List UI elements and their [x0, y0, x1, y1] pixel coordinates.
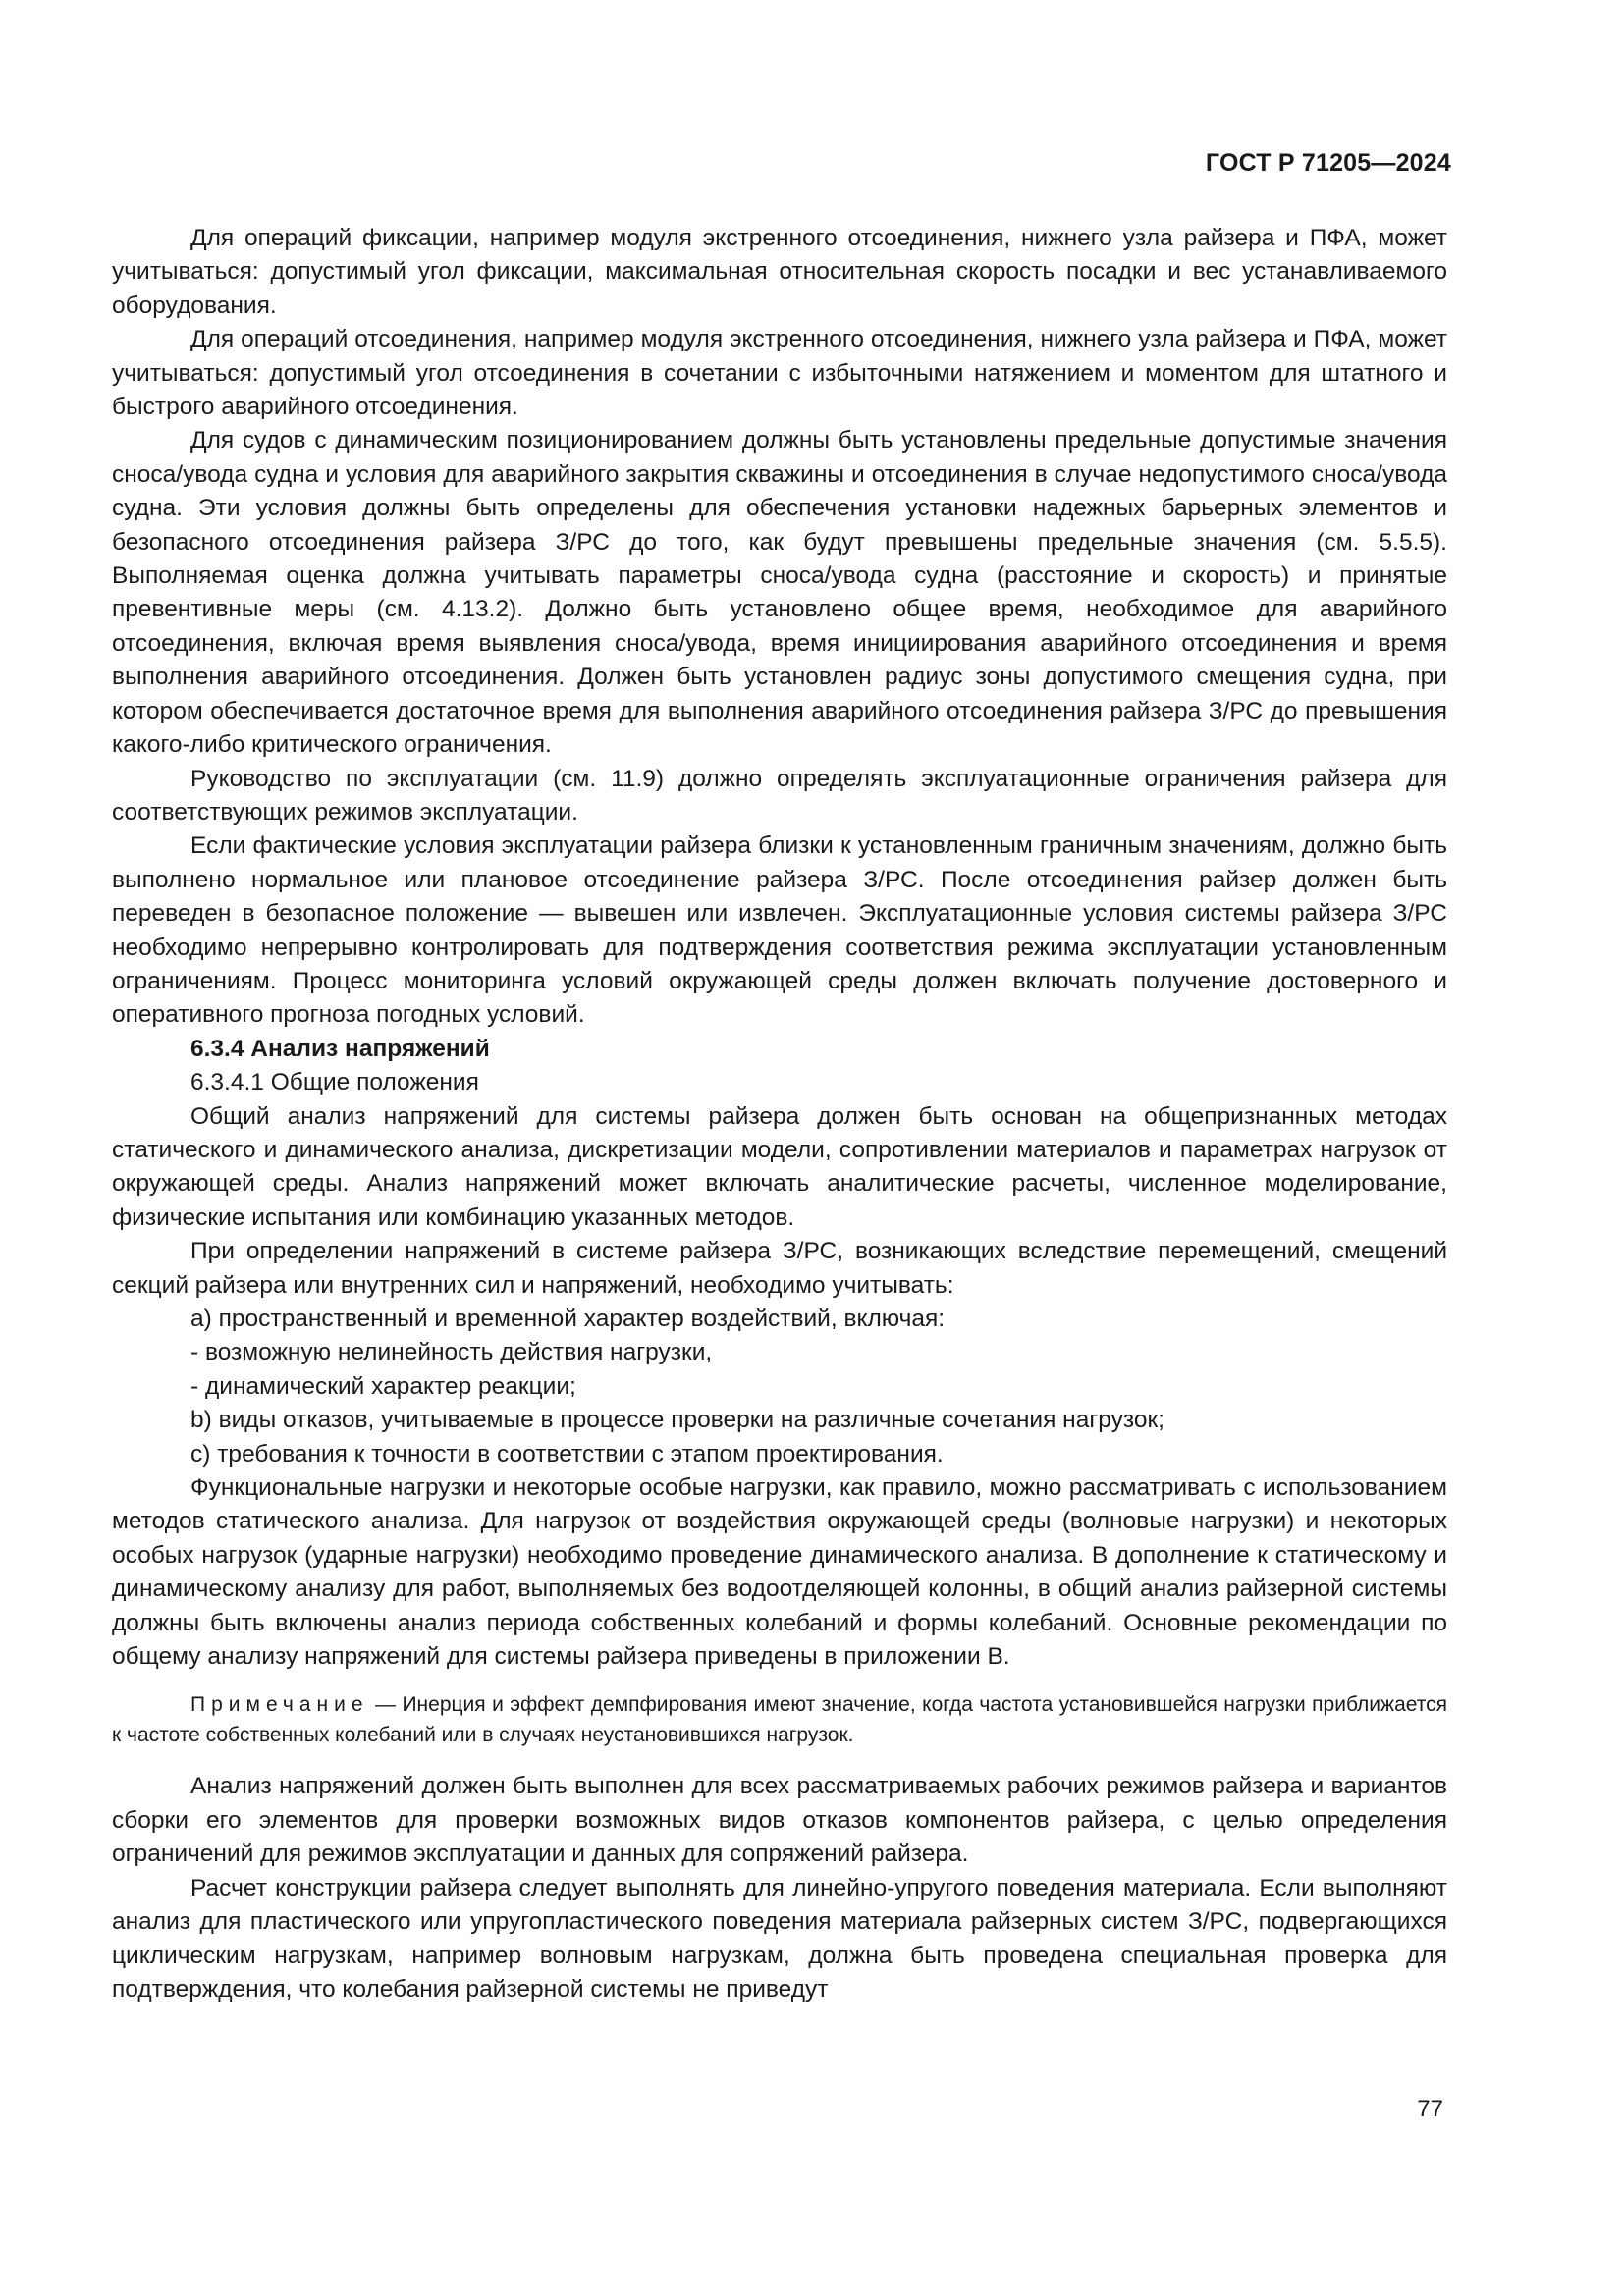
paragraph: Для операций отсоединения, например модуля экстренного отсоединения, нижнего узла райзера и ПФА, может учитываться: допустимый угол отсоединения в сочетании с избыточными натяжением и моментом для штатного и быстрого аварийного отсоединения.	[112, 326, 1447, 421]
section-heading: 6.3.4 Анализ напряжений	[190, 1035, 490, 1062]
paragraph: Общий анализ напряжений для системы райзера должен быть основан на общепризнанных методах статического и динамического анализа, дискретизации модели, сопротивлении материалов и параметрах нагрузок от окружающей среды. Анализ напряжений может включать аналитические расчеты, численное моделирование, физические испытания или комбинацию указанных методов.	[112, 1102, 1447, 1231]
paragraph: Расчет конструкции райзера следует выполнять для линейно-упругого поведения материала. Если выполняют анализ для пластического или упругопластического поведения материала райзерных систем З/РС, подвергающихся циклическим нагрузкам, например волновым нагрузкам, должна быть проведена специальная проверка для подтверждения, что колебания райзерной системы не приведут	[112, 1874, 1447, 2002]
note-label: Примечание	[190, 1693, 369, 1717]
note	[112, 1689, 1447, 1750]
list-item: - динамический характер реакции;	[190, 1372, 576, 1400]
page-number: 77	[1417, 2096, 1443, 2122]
paragraph: Для операций фиксации, например модуля экстренного отсоединения, нижнего узла райзера и ПФА, может учитываться: допустимый угол фиксации, максимальная относительная скорость посадки и вес устанавливаемого оборудования.	[112, 225, 1447, 319]
paragraph: Для судов с динамическим позиционированием должны быть установлены предельные допустимые значения сноса/увода судна и условия для аварийного закрытия скважины и отсоединения в случае недопустимого сноса/увода судна. Эти условия должны быть определены для обеспечения установки надежных барьерных элементов и безопасного отсоединения райзера З/РС до того, как будут превышены предельные значения (см. 5.5.5). Выполняемая оценка должна учитывать параметры сноса/увода судна (расстояние и скорость) и принятые превентивные меры (см. 4.13.2). Должно быть установлено общее время, необходимое для аварийного отсоединения, включая время выявления сноса/​увода, время инициирования аварийного отсоединения и время выполнения аварийного отсоединения. Должен быть установлен радиус зоны допустимого смещения судна, при котором обеспечивается достаточное время для выполнения аварийного отсоединения райзера З/РС до превышения какого-либо критического ограничения.	[112, 427, 1447, 759]
paragraph: Анализ напряжений должен быть выполнен для всех рассматриваемых рабочих режимов райзера и вариантов сборки его элементов для проверки возможных видов отказов компонентов райзера, с целью определения ограничений для режимов эксплуатации и данных для сопряжений райзера.	[112, 1773, 1447, 1868]
paragraph: Если фактические условия эксплуатации райзера близки к установленным граничным значениям, должно быть выполнено нормальное или плановое отсоединение райзера З/РС. После отсоединения райзер должен быть переведен в безопасное положение — вывешен или извлечен. Эксплуатационные условия системы райзера З/РС необходимо непрерывно контролировать для подтверждения соответствия режима эксплуатации установленным ограничениям. Процесс мониторинга условий окружающей среды должен включать получение достоверного и оперативного прогноза погодных условий.	[112, 832, 1447, 1029]
subsection-heading: 6.3.4.1 Общие положения	[190, 1069, 479, 1096]
list-item: - возможную нелинейность действия нагрузки,	[190, 1339, 713, 1366]
list-item: a) пространственный и временной характер воздействий, включая:	[190, 1306, 946, 1332]
list-item: b) виды отказов, учитываемые в процессе проверки на различные сочетания нагрузок;	[190, 1407, 1164, 1434]
list-item: c) требования к точности в соответствии с этапом проектирования.	[190, 1440, 944, 1468]
document-body	[112, 222, 1447, 2006]
paragraph: Руководство по эксплуатации (см. 11.9) должно определять эксплуатационные ограничения райзера для соответствующих режимов эксплуатации.	[112, 765, 1447, 826]
document-code-header: ГОСТ Р 71205—2024	[1205, 149, 1451, 177]
note-text: — Инерция и эффект демпфирования имеют значение, когда частота установившейся нагрузки приближается к частоте собственных колебаний или в случаях неустановившихся нагрузок.	[112, 1693, 1447, 1747]
paragraph: При определении напряжений в системе райзера З/РС, возникающих вследствие перемещений, смещений секций райзера или внутренних сил и напряжений, необходимо учитывать:	[112, 1238, 1447, 1299]
paragraph: Функциональные нагрузки и некоторые особые нагрузки, как правило, можно рассматривать с использованием методов статического анализа. Для нагрузок от воздействия окружающей среды (волновые нагрузки) и некоторых особых нагрузок (ударные нагрузки) необходимо проведение динамического анализа. В дополнение к статическому и динамическому анализу для работ, выполняемых без водоотделяющей колонны, в общий анализ райзерной системы должны быть включены анализ периода собственных колебаний и формы колебаний. Основные рекомендации по общему анализу напряжений для системы райзера приведены в приложении В.	[112, 1474, 1447, 1671]
